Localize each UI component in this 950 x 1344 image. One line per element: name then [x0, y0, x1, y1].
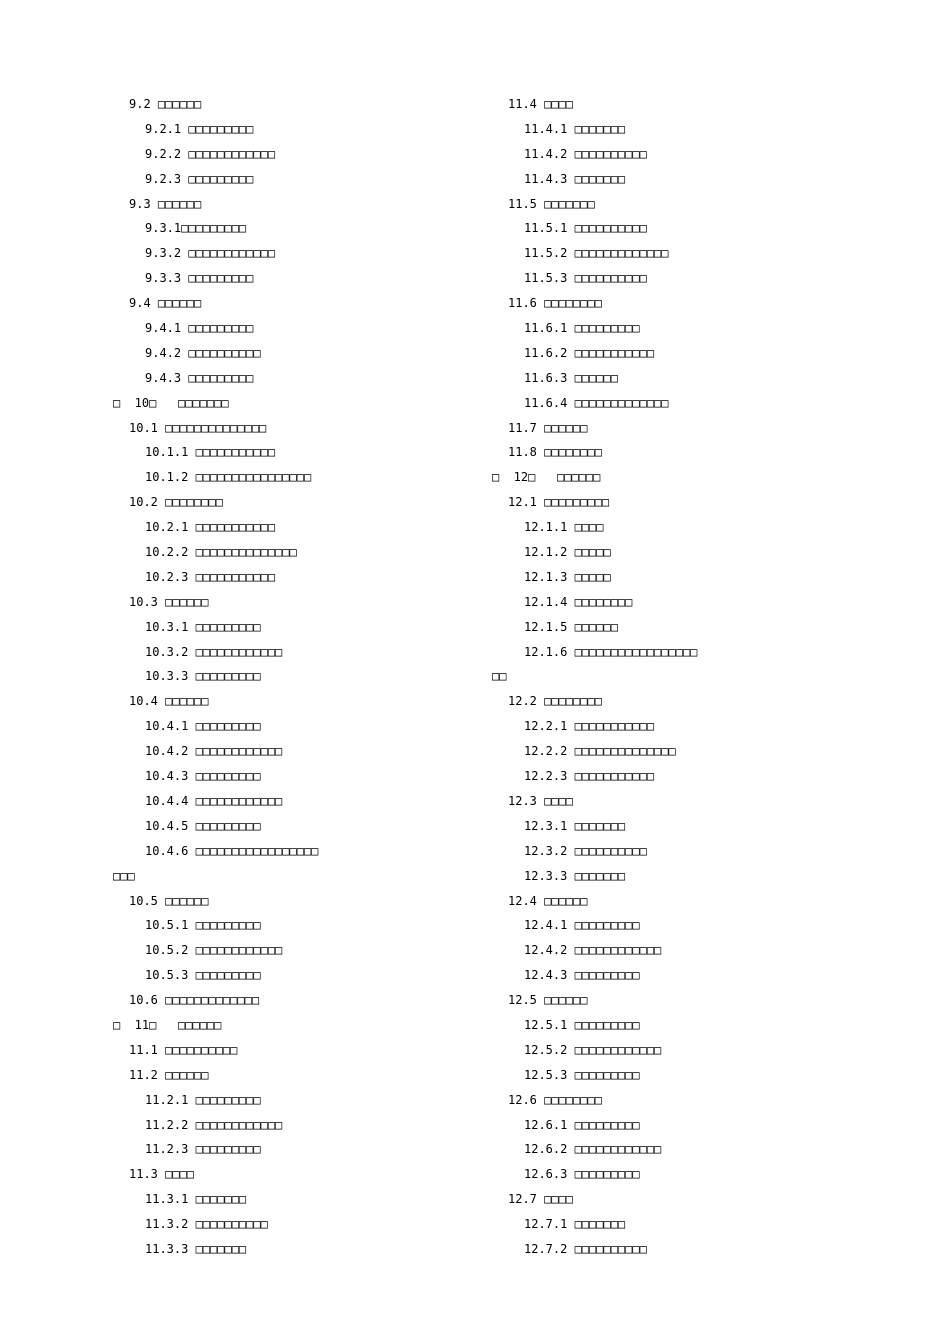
toc-entry: 9.3.1□□□□□□□□□ [145, 221, 247, 236]
toc-entry: 11.4 □□□□ [508, 97, 574, 111]
toc-entry: 10.1 □□□□□□□□□□□□□□ [129, 420, 267, 435]
toc-entry: 11.6.2 □□□□□□□□□□□ [524, 345, 655, 360]
toc-entry: 10.5 □□□□□□ [129, 893, 209, 908]
toc-entry: 12.5.3 □□□□□□□□□ [524, 1067, 640, 1082]
toc-left-column [113, 92, 513, 1262]
toc-entry: 10.3.3 □□□□□□□□□ [145, 669, 261, 684]
toc-entry: 11.5 □□□□□□□ [508, 196, 595, 211]
toc-entry: 12.1.4 □□□□□□□□ [524, 594, 633, 609]
toc-entry: 11.5.2 □□□□□□□□□□□□□ [524, 246, 669, 261]
toc-entry: 9.4.1 □□□□□□□□□ [145, 321, 254, 336]
toc-entry: 10.4.5 □□□□□□□□□ [145, 818, 261, 833]
toc-entry: 10.1.2 □□□□□□□□□□□□□□□□ [145, 470, 312, 485]
toc-entry: 12.6.2 □□□□□□□□□□□□ [524, 1142, 662, 1157]
toc-entry: 10.5.3 □□□□□□□□□ [145, 968, 261, 983]
toc-entry: 11.5.1 □□□□□□□□□□ [524, 221, 647, 236]
toc-entry: 11.4.3 □□□□□□□ [524, 171, 626, 186]
toc-entry: 11.2.2 □□□□□□□□□□□□ [145, 1117, 283, 1132]
toc-entry: 12.6.1 □□□□□□□□□ [524, 1117, 640, 1132]
toc-entry: 12.1.5 □□□□□□ [524, 619, 618, 634]
toc-entry: 12.3.2 □□□□□□□□□□ [524, 843, 647, 858]
toc-entry: 12.7 □□□□ [508, 1192, 574, 1207]
toc-entry: 9.2.2 □□□□□□□□□□□□ [145, 146, 276, 161]
toc-entry: 10.2.2 □□□□□□□□□□□□□□ [145, 545, 297, 560]
toc-entry: 9.4.2 □□□□□□□□□□ [145, 345, 261, 360]
toc-entry: 11.4.1 □□□□□□□ [524, 121, 626, 136]
toc-entry: 12.4.1 □□□□□□□□□ [524, 918, 640, 933]
toc-entry: 10.4.1 □□□□□□□□□ [145, 719, 261, 734]
toc-entry: 10.5.2 □□□□□□□□□□□□ [145, 943, 283, 958]
toc-entry: 10.3.1 □□□□□□□□□ [145, 619, 261, 634]
toc-entry: 10.4.6 □□□□□□□□□□□□□□□□□ [145, 843, 319, 858]
toc-entry: 11.7 □□□□□□ [508, 420, 588, 435]
toc-chapter-line: □ 10□ □□□□□□□ [113, 395, 229, 410]
toc-entry: 11.3 □□□□ [129, 1167, 195, 1182]
toc-entry: 10.2.1 □□□□□□□□□□□ [145, 520, 276, 535]
toc-entry: 9.3.3 □□□□□□□□□ [145, 271, 254, 286]
toc-chapter-line: □ 11□ □□□□□□ [113, 1017, 222, 1032]
toc-entry: 12.2 □□□□□□□□ [508, 694, 602, 709]
toc-entry: 12.6.3 □□□□□□□□□ [524, 1167, 640, 1182]
toc-entry: 11.3.1 □□□□□□□ [145, 1192, 247, 1207]
toc-entry: 12.3 □□□□ [508, 793, 574, 808]
toc-entry: 10.5.1 □□□□□□□□□ [145, 918, 261, 933]
toc-entry: 12.3.3 □□□□□□□ [524, 868, 626, 883]
toc-right-column [492, 92, 892, 1262]
toc-entry: 12.1.3 □□□□□ [524, 569, 611, 584]
toc-entry: 9.3 □□□□□□ [129, 196, 202, 211]
toc-chapter-line: □□□ [113, 868, 135, 883]
toc-entry: 11.8 □□□□□□□□ [508, 445, 602, 460]
toc-entry: 12.3.1 □□□□□□□ [524, 818, 626, 833]
toc-entry: 10.4.3 □□□□□□□□□ [145, 769, 261, 784]
toc-entry: 11.6 □□□□□□□□ [508, 296, 602, 311]
toc-entry: 12.7.2 □□□□□□□□□□ [524, 1241, 647, 1256]
toc-entry: 12.4.2 □□□□□□□□□□□□ [524, 943, 662, 958]
toc-entry: 11.3.3 □□□□□□□ [145, 1241, 247, 1256]
toc-entry: 10.2 □□□□□□□□ [129, 495, 223, 510]
toc-entry: 11.6.1 □□□□□□□□□ [524, 321, 640, 336]
toc-entry: 11.3.2 □□□□□□□□□□ [145, 1217, 268, 1232]
toc-entry: 9.3.2 □□□□□□□□□□□□ [145, 246, 276, 261]
toc-entry: 12.5.2 □□□□□□□□□□□□ [524, 1042, 662, 1057]
toc-entry: 9.2 □□□□□□ [129, 97, 202, 111]
toc-entry: 10.1.1 □□□□□□□□□□□ [145, 445, 276, 460]
toc-entry: 10.4 □□□□□□ [129, 694, 209, 709]
toc-chapter-line: □ 12□ □□□□□□ [492, 470, 601, 485]
toc-entry: 9.2.3 □□□□□□□□□ [145, 171, 254, 186]
toc-entry: 10.4.2 □□□□□□□□□□□□ [145, 744, 283, 759]
toc-entry: 10.2.3 □□□□□□□□□□□ [145, 569, 276, 584]
toc-entry: 9.4.3 □□□□□□□□□ [145, 370, 254, 385]
toc-chapter-line: □□ [492, 669, 507, 684]
toc-entry: 11.1 □□□□□□□□□□ [129, 1042, 238, 1057]
toc-entry: 12.1.2 □□□□□ [524, 545, 611, 560]
toc-entry: 9.2.1 □□□□□□□□□ [145, 121, 254, 136]
toc-entry: 12.5 □□□□□□ [508, 993, 588, 1008]
toc-entry: 12.2.3 □□□□□□□□□□□ [524, 769, 655, 784]
toc-entry: 12.5.1 □□□□□□□□□ [524, 1017, 640, 1032]
toc-entry: 11.4.2 □□□□□□□□□□ [524, 146, 647, 161]
toc-entry: 12.1.6 □□□□□□□□□□□□□□□□□ [524, 644, 698, 659]
toc-entry: 11.6.3 □□□□□□ [524, 370, 618, 385]
toc-entry: 11.6.4 □□□□□□□□□□□□□ [524, 395, 669, 410]
toc-entry: 10.3.2 □□□□□□□□□□□□ [145, 644, 283, 659]
toc-entry: 12.1.1 □□□□ [524, 520, 604, 535]
toc-entry: 12.4.3 □□□□□□□□□ [524, 968, 640, 983]
toc-entry: 12.6 □□□□□□□□ [508, 1092, 602, 1107]
toc-entry: 11.2.1 □□□□□□□□□ [145, 1092, 261, 1107]
toc-entry: 12.4 □□□□□□ [508, 893, 588, 908]
toc-entry: 10.3 □□□□□□ [129, 594, 209, 609]
toc-entry: 12.2.1 □□□□□□□□□□□ [524, 719, 655, 734]
toc-entry: 11.5.3 □□□□□□□□□□ [524, 271, 647, 286]
toc-entry: 11.2.3 □□□□□□□□□ [145, 1142, 261, 1157]
toc-entry: 12.2.2 □□□□□□□□□□□□□□ [524, 744, 676, 759]
toc-entry: 9.4 □□□□□□ [129, 296, 202, 311]
toc-entry: 11.2 □□□□□□ [129, 1067, 209, 1082]
toc-entry: 12.1 □□□□□□□□□ [508, 495, 610, 510]
toc-entry: 10.4.4 □□□□□□□□□□□□ [145, 793, 283, 808]
toc-entry: 12.7.1 □□□□□□□ [524, 1217, 626, 1232]
toc-entry: 10.6 □□□□□□□□□□□□□ [129, 993, 260, 1008]
